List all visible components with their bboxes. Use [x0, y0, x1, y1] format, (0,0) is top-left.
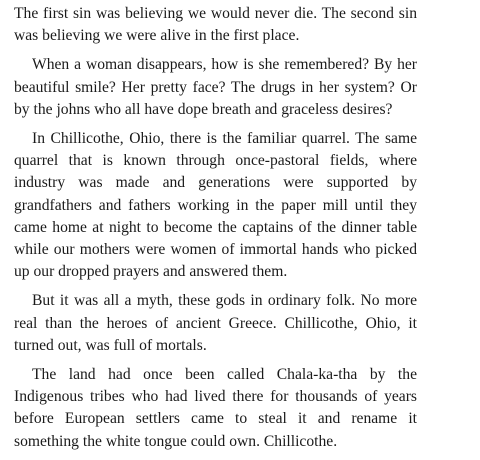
paragraph-1: The first sin was believing we would never die. The second sin was believing we were alive in the first place.: [14, 5, 417, 45]
document-page: [14, 3, 417, 460]
paragraph-4: But it was all a myth, these gods in ordinary folk. No more real than the heroes of ancient Greece. Chillicothe, Ohio, it turned out, was full of mortals.: [14, 292, 417, 354]
paragraph-3: In Chillicothe, Ohio, there is the familiar quarrel. The same quarrel that is known through once-pastoral fields, where industry was made and generations were supported by grandfathers and fathers working in the paper mill until they came home at night to become the captains of the dinner table while our mothers were women of immortal hands who picked up our dropped prayers and answered them.: [14, 130, 417, 281]
paragraph-2: When a woman disappears, how is she remembered? By her beautiful smile? Her pretty face? The drugs in her system? Or by the johns who all have dope breath and graceless desires?: [14, 56, 417, 118]
paragraph-5: The land had once been called Chala-ka-tha by the Indigenous tribes who had lived there for thousands of years before European settlers came to steal it and rename it something the white tongue could own. Chillicothe.: [14, 366, 417, 450]
